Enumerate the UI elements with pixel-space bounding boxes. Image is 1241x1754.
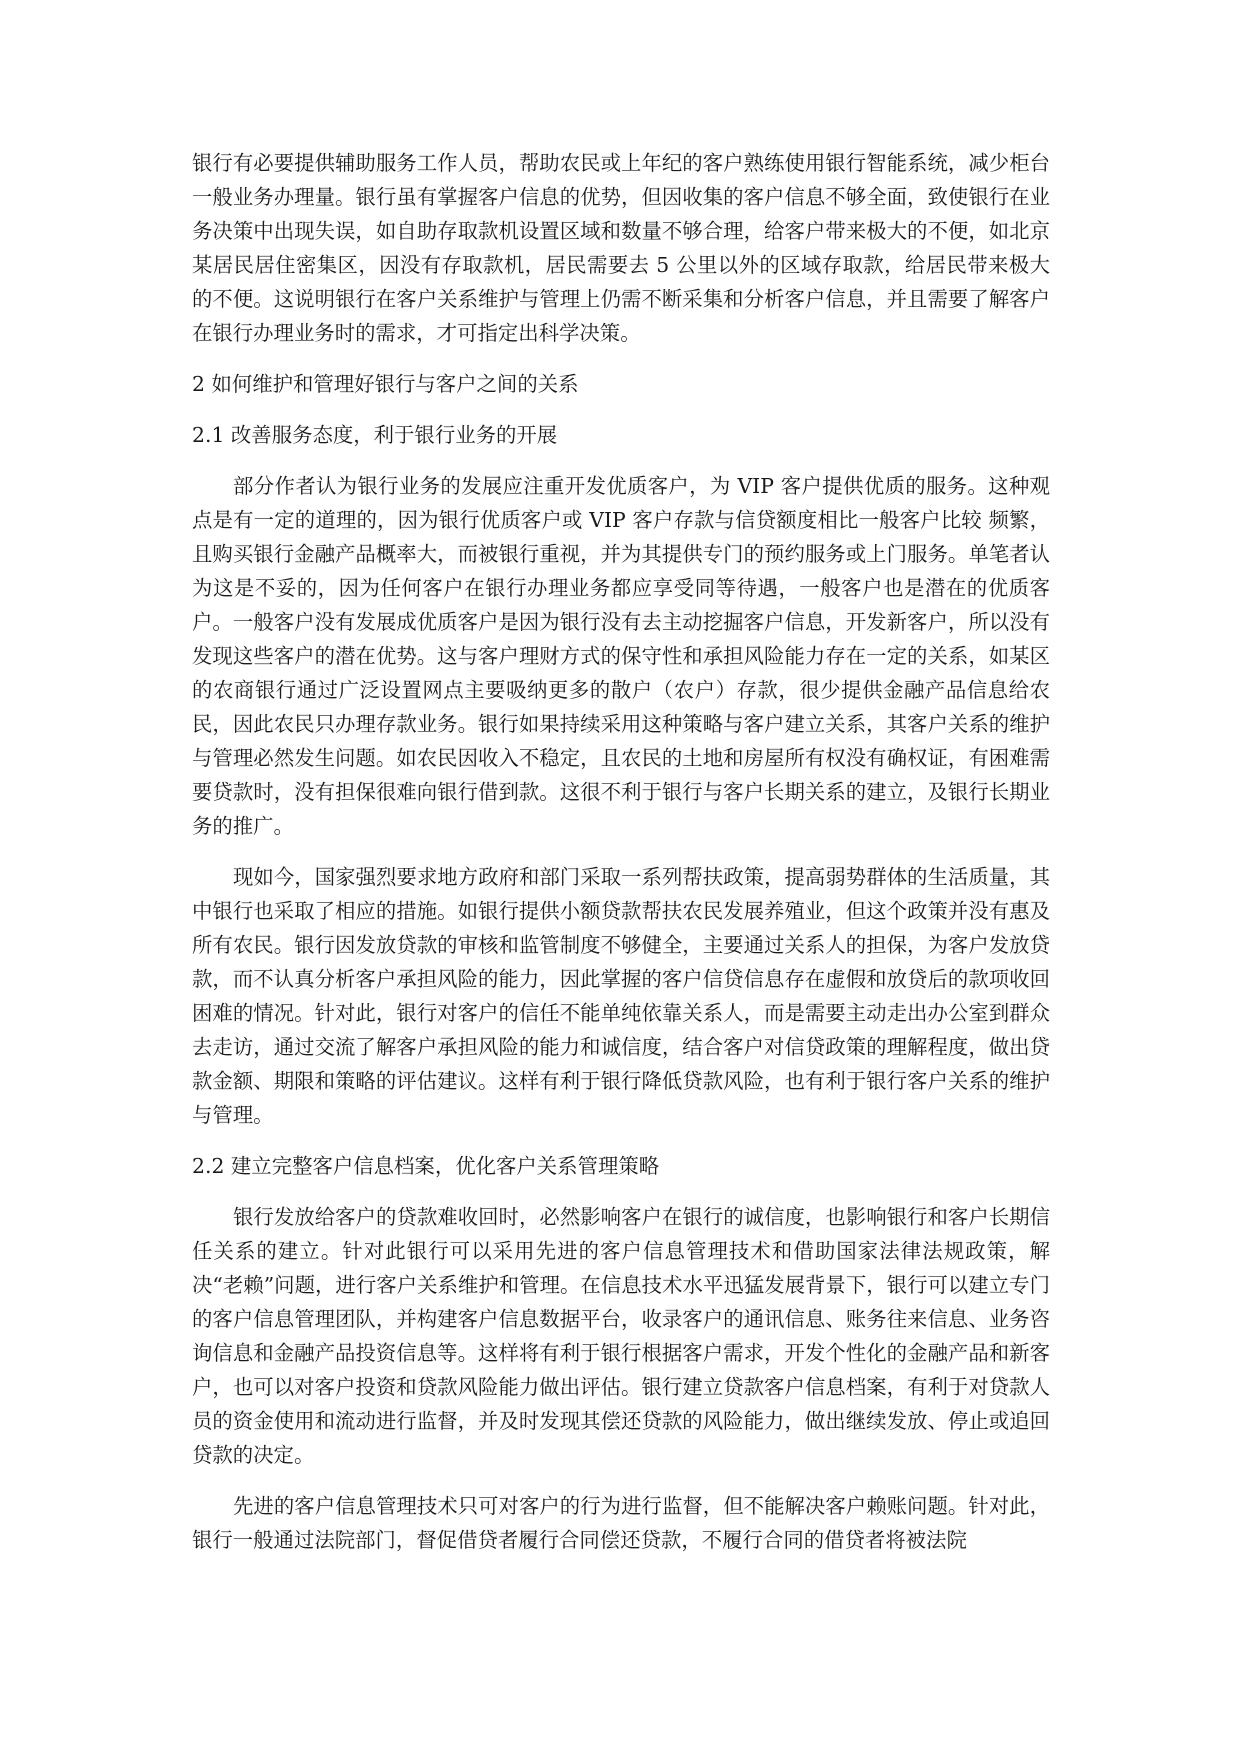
paragraph-2-1-a: 部分作者认为银行业务的发展应注重开发优质客户，为 VIP 客户提供优质的服务。这种观点是有一定的道理的，因为银行优质客户或 VIP 客户存款与信贷额度相比一般客户比较 频繁，且购买银行金融产品概率大，而被银行重视，并为其提供专门的预约服务或上门服务。单笔者认为这是不妥的，因为任何客户在银行办理业务都应享受同等待遇，一般客户也是潜在的优质客户。一般客户没有发展成优质客户是因为银行没有去主动挖掘客户信息，开发新客户，所以没有发现这些客户的潜在优势。这与客户理财方式的保守性和承担风险能力存在一定的关系，如某区的农商银行通过广泛设置网点主要吸纳更多的散户（农户）存款，很少提供金融产品信息给农民，因此农民只办理存款业务。银行如果持续采用这种策略与客户建立关系，其客户关系的维护与管理必然发生问题。如农民因收入不稳定，且农民的土地和房屋所有权没有确权证，有困难需要贷款时，没有担保很难向银行借到款。这很不利于银行与客户长期关系的建立，及银行长期业务的推广。 xyxy=(192,474,1050,838)
document-page xyxy=(192,146,1050,1574)
paragraph-2-2-b: 先进的客户信息管理技术只可对客户的行为进行监督，但不能解决客户赖账问题。针对此，银行一般通过法院部门，督促借贷者履行合同偿还贷款，不履行合同的借贷者将被法院 xyxy=(192,1494,1050,1552)
section-heading-2-1: 2.1 改善服务态度，利于银行业务的开展 xyxy=(192,423,558,447)
paragraph-2-1-b: 现如今，国家强烈要求地方政府和部门采取一系列帮扶政策，提高弱势群体的生活质量，其中银行也采取了相应的措施。如银行提供小额贷款帮扶农民发展养殖业，但这个政策并没有惠及所有农民。银行因发放贷款的审核和监管制度不够健全，主要通过关系人的担保，为客户发放贷款，而不认真分析客户承担风险的能力，因此掌握的客户信贷信息存在虚假和放贷后的款项收回困难的情况。针对此，银行对客户的信任不能单纯依靠关系人，而是需要主动走出办公室到群众去走访，通过交流了解客户承担风险的能力和诚信度，结合客户对信贷政策的理解程度，做出贷款金额、期限和策略的评估建议。这样有利于银行降低贷款风险，也有利于银行客户关系的维护与管理。 xyxy=(192,865,1050,1127)
paragraph-2-2-a: 银行发放给客户的贷款难收回时，必然影响客户在银行的诚信度，也影响银行和客户长期信任关系的建立。针对此银行可以采用先进的客户信息管理技术和借助国家法律法规政策，解决“老赖”问题，进行客户关系维护和管理。在信息技术水平迅猛发展背景下，银行可以建立专门的客户信息管理团队，并构建客户信息数据平台，收录客户的通讯信息、账务往来信息、业务咨询信息和金融产品投资信息等。这样将有利于银行根据客户需求，开发个性化的金融产品和新客户，也可以对客户投资和贷款风险能力做出评估。银行建立贷款客户信息档案，有利于对贷款人员的资金使用和流动进行监督，并及时发现其偿还贷款的风险能力，做出继续发放、停止或追回贷款的决定。 xyxy=(192,1205,1050,1467)
paragraph-intro: 银行有必要提供辅助服务工作人员，帮助农民或上年纪的客户熟练使用银行智能系统，减少柜台一般业务办理量。银行虽有掌握客户信息的优势，但因收集的客户信息不够全面，致使银行在业务决策中出现失误，如自助存取款机设置区域和数量不够合理，给客户带来极大的不便，如北京某居民居住密集区，因没有存取款机，居民需要去 5 公里以外的区域存取款，给居民带来极大的不便。这说明银行在客户关系维护与管理上仍需不断采集和分析客户信息，并且需要了解客户在银行办理业务时的需求，才可指定出科学决策。 xyxy=(192,151,1050,345)
section-heading-2: 2 如何维护和管理好银行与客户之间的关系 xyxy=(192,372,579,396)
section-heading-2-2: 2.2 建立完整客户信息档案，优化客户关系管理策略 xyxy=(192,1154,660,1178)
